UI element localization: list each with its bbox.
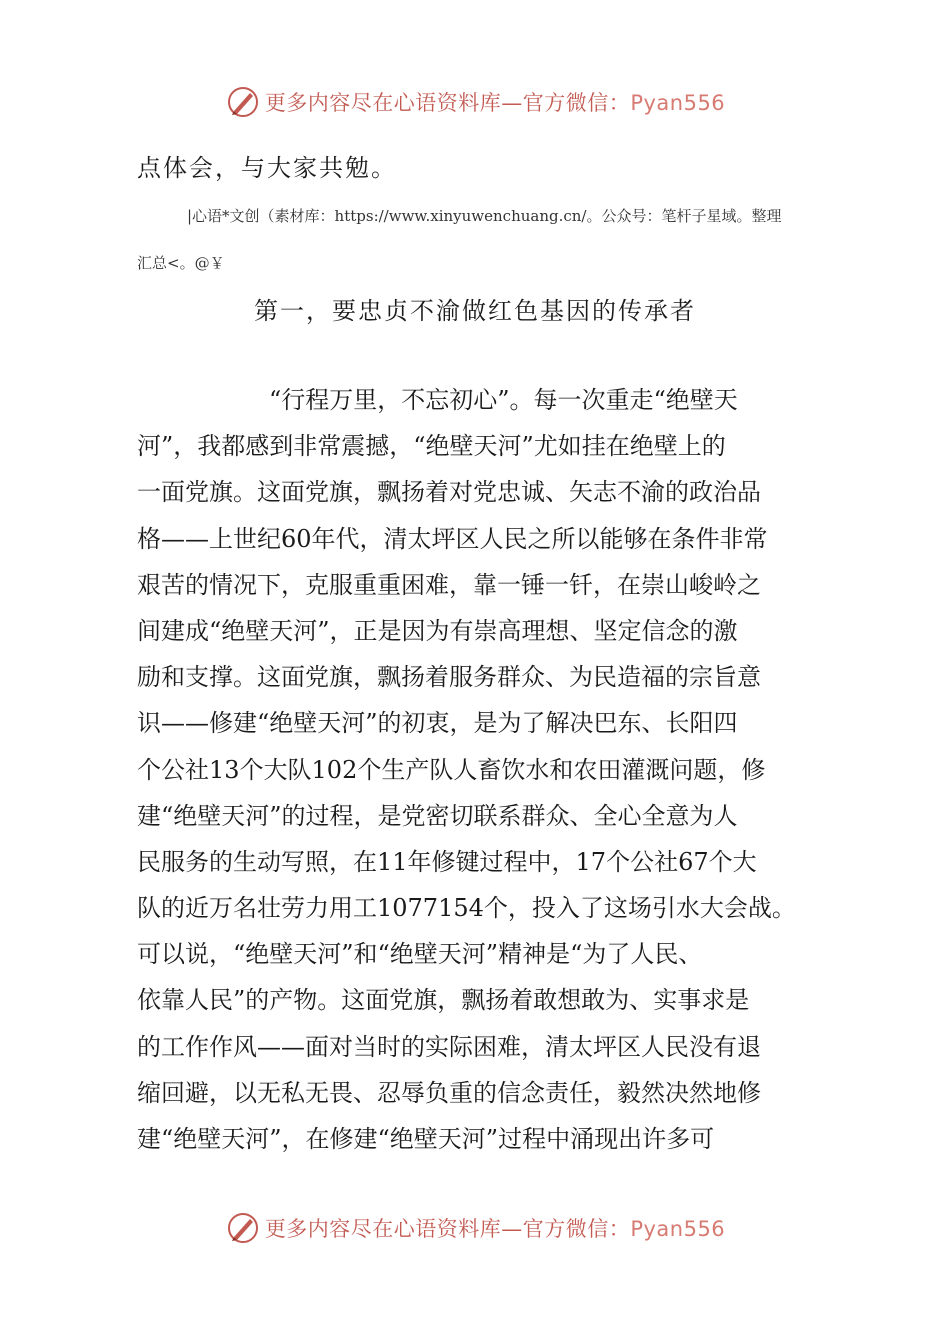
paragraph-line: 河”，我都感到非常震撼，“绝壁天河”尤如挂在绝壁上的 xyxy=(137,432,726,461)
paragraph-line: 可以说，“绝壁天河”和“绝壁天河”精神是“为了人民、 xyxy=(137,940,703,969)
pen-logo-icon xyxy=(225,84,261,120)
paragraph-line: 识——修建“绝壁天河”的初衷，是为了解决巴东、长阳四 xyxy=(137,709,738,738)
wechat-id: Pyan556 xyxy=(630,91,726,115)
paragraph-line: 励和支撑。这面党旗，飘扬着服务群众、为民造福的宗旨意 xyxy=(137,663,761,692)
paragraph-line: 依靠人民”的产物。这面党旗，飘扬着敢想敢为、实事求是 xyxy=(137,986,750,1015)
paragraph-line: 的工作作风——面对当时的实际困难，清太坪区人民没有退 xyxy=(137,1032,761,1061)
paragraph-line: 建“绝壁天河”，在修建“绝壁天河”过程中涌现出许多可 xyxy=(137,1125,715,1153)
header-banner xyxy=(0,82,950,122)
banner-text: 更多内容尽在心语资料库—官方微信：Pyan556 xyxy=(264,91,726,115)
footer-banner xyxy=(0,1208,950,1248)
source-note-line-2: 汇总<。@￥ xyxy=(137,254,225,272)
paragraph-line: 队的近万名壮劳力用工1077154个，投入了这场引水大会战。 xyxy=(137,894,796,923)
section-heading: 第一，要忠贞不渝做红色基因的传承者 xyxy=(254,297,696,325)
paragraph-line: 间建成“绝壁天河”，正是因为有崇高理想、坚定信念的激 xyxy=(137,616,738,645)
source-note-line-1: |心语*文创（素材库：https://www.xinyuwenchuang.cn/。公众号：笔杆子星域。整理 xyxy=(187,207,782,225)
paragraph-line: 建“绝壁天河”的过程，是党密切联系群众、全心全意为人 xyxy=(137,801,738,830)
wechat-id: Pyan556 xyxy=(630,1217,726,1241)
paragraph-line: “行程万里，不忘初心”。每一次重走“绝壁天 xyxy=(269,386,738,414)
pen-logo-icon xyxy=(225,1210,261,1246)
paragraph-line: 缩回避，以无私无畏、忍辱负重的信念责任，毅然决然地修 xyxy=(137,1078,761,1107)
paragraph-line: 民服务的生动写照，在11年修键过程中，17个公社67个大 xyxy=(137,847,757,876)
banner-text: 更多内容尽在心语资料库—官方微信：Pyan556 xyxy=(264,1217,726,1241)
paragraph-line: 格——上世纪60年代，清太坪区人民之所以能够在条件非常 xyxy=(137,524,768,553)
body-paragraph xyxy=(137,377,817,1162)
paragraph-line: 个公社13个大队102个生产队人畜饮水和农田灌溉问题，修 xyxy=(137,755,766,784)
paragraph-line: 一面党旗。这面党旗，飘扬着对党忠诚、矢志不渝的政治品 xyxy=(137,478,761,507)
paragraph-line: 艰苦的情况下，克服重重困难，靠一锤一钎，在崇山峻岭之 xyxy=(137,570,761,599)
lead-text: 点体会，与大家共勉。 xyxy=(137,154,397,182)
